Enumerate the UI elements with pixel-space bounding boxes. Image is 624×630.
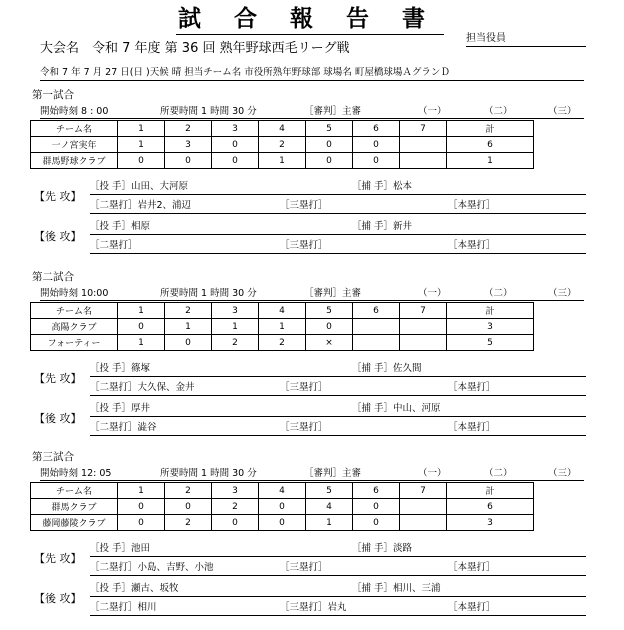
column-header: 7: [400, 483, 447, 499]
column-header: 計: [447, 121, 534, 137]
catcher-record: ［捕 手］中山、河原: [352, 403, 441, 414]
total-score-cell: 3: [447, 515, 534, 531]
scoreboard-table: [30, 120, 534, 169]
triple-record: ［三塁打］: [280, 382, 328, 393]
umpire-underline: [40, 480, 584, 481]
inning-score-cell: [400, 335, 447, 351]
record-underline: [90, 556, 586, 557]
start-time: 開始時刻 12: 05: [40, 468, 112, 479]
inning-score-cell: 0: [118, 153, 165, 169]
homerun-record: ［本塁打］: [448, 382, 496, 393]
batting-second-label: 【後 攻】: [34, 412, 82, 425]
inning-score-cell: [400, 319, 447, 335]
umpire-second: （二）: [484, 106, 513, 117]
column-header: 7: [400, 303, 447, 319]
inning-score-cell: [400, 499, 447, 515]
scoreboard-table: [30, 302, 534, 351]
batting-second-label: 【後 攻】: [34, 230, 82, 243]
catcher-record: ［捕 手］佐久間: [352, 363, 422, 374]
inning-score-cell: 0: [353, 499, 400, 515]
inning-score-cell: 2: [165, 515, 212, 531]
inning-score-cell: 0: [353, 515, 400, 531]
inning-score-cell: 0: [306, 153, 353, 169]
start-time: 開始時刻 10:00: [40, 288, 109, 299]
column-header: 計: [447, 483, 534, 499]
triple-record: ［三塁打］: [280, 200, 328, 211]
inning-score-cell: 0: [118, 499, 165, 515]
column-header: 5: [306, 483, 353, 499]
title-underline: [176, 34, 444, 35]
total-score-cell: 6: [447, 137, 534, 153]
inning-score-cell: [400, 137, 447, 153]
inning-score-cell: 0: [165, 335, 212, 351]
inning-score-cell: 2: [212, 335, 259, 351]
umpire-second: （二）: [484, 468, 513, 479]
double-record: ［二塁打］大久保、金井: [90, 382, 195, 393]
inning-score-cell: 0: [212, 153, 259, 169]
record-underline: [90, 575, 586, 576]
column-header: 3: [212, 121, 259, 137]
team-name-cell: 群馬野球クラブ: [31, 153, 118, 169]
inning-score-cell: 3: [165, 137, 212, 153]
column-header: 2: [165, 303, 212, 319]
umpire-third: （三）: [548, 106, 577, 117]
umpire-third: （三）: [548, 468, 577, 479]
inning-score-cell: 4: [306, 499, 353, 515]
triple-record: ［三塁打］: [280, 422, 328, 433]
umpire-second: （二）: [484, 288, 513, 299]
inning-score-cell: 0: [353, 153, 400, 169]
table-row: [31, 335, 534, 351]
pitcher-record: ［投 手］篠塚: [90, 363, 151, 374]
table-row: [31, 137, 534, 153]
inning-score-cell: 0: [118, 319, 165, 335]
scoreboard-header-row: [31, 121, 534, 137]
record-underline: [90, 395, 586, 396]
column-header: 2: [165, 483, 212, 499]
pitcher-record: ［投 手］相原: [90, 221, 151, 232]
inning-score-cell: 0: [259, 499, 306, 515]
inning-score-cell: 0: [165, 153, 212, 169]
inning-score-cell: [353, 319, 400, 335]
team-name-cell: 高陽クラブ: [31, 319, 118, 335]
homerun-record: ［本塁打］: [448, 200, 496, 211]
record-underline: [90, 253, 586, 254]
column-header: チーム名: [31, 483, 118, 499]
scoreboard-header-row: [31, 303, 534, 319]
inning-score-cell: 2: [212, 499, 259, 515]
inning-score-cell: 0: [118, 515, 165, 531]
inning-score-cell: 0: [259, 515, 306, 531]
info-underline: [40, 80, 584, 81]
umpire-underline: [40, 118, 584, 119]
total-score-cell: 6: [447, 499, 534, 515]
start-time: 開始時刻 8 : 00: [40, 106, 109, 117]
batting-first-label: 【先 攻】: [34, 372, 82, 385]
double-record: ［二塁打］: [90, 240, 138, 251]
pitcher-record: ［投 手］池田: [90, 543, 151, 554]
triple-record: ［三塁打］: [280, 562, 328, 573]
catcher-record: ［捕 手］淡路: [352, 543, 413, 554]
column-header: 2: [165, 121, 212, 137]
umpire-first: （一）: [418, 106, 447, 117]
inning-score-cell: 1: [259, 319, 306, 335]
column-header: 6: [353, 303, 400, 319]
total-score-cell: 1: [447, 153, 534, 169]
duration: 所要時間 1 時間 30 分: [160, 106, 257, 117]
total-score-cell: 3: [447, 319, 534, 335]
duration: 所要時間 1 時間 30 分: [160, 468, 257, 479]
scoreboard-table: [30, 482, 534, 531]
inning-score-cell: 1: [306, 515, 353, 531]
record-underline: [90, 234, 586, 235]
game-title: 第二試合: [32, 271, 74, 283]
umpire-label: ［審判］主審: [304, 106, 362, 117]
inning-score-cell: 0: [353, 137, 400, 153]
catcher-record: ［捕 手］新井: [352, 221, 413, 232]
team-name-cell: 一ノ宮実年: [31, 137, 118, 153]
column-header: 5: [306, 121, 353, 137]
double-record: ［二塁打］小島、吉野、小池: [90, 562, 214, 573]
record-underline: [90, 615, 586, 616]
inning-score-cell: [400, 153, 447, 169]
record-underline: [90, 194, 586, 195]
pitcher-record: ［投 手］山田、大河原: [90, 181, 189, 192]
batting-first-label: 【先 攻】: [34, 552, 82, 565]
column-header: 7: [400, 121, 447, 137]
record-underline: [90, 435, 586, 436]
team-name-cell: 群馬クラブ: [31, 499, 118, 515]
column-header: チーム名: [31, 303, 118, 319]
record-underline: [90, 213, 586, 214]
inning-score-cell: 0: [212, 515, 259, 531]
inning-score-cell: 1: [118, 335, 165, 351]
inning-score-cell: 1: [212, 319, 259, 335]
column-header: 3: [212, 483, 259, 499]
column-header: 1: [118, 121, 165, 137]
inning-score-cell: 0: [165, 499, 212, 515]
homerun-record: ［本塁打］: [448, 422, 496, 433]
table-row: [31, 515, 534, 531]
team-name-cell: フォーティー: [31, 335, 118, 351]
inning-score-cell: 2: [259, 335, 306, 351]
table-row: [31, 319, 534, 335]
pitcher-record: ［投 手］厚井: [90, 403, 151, 414]
report-title: 試合報告書: [178, 6, 458, 32]
column-header: 6: [353, 483, 400, 499]
column-header: 4: [259, 303, 306, 319]
inning-score-cell: 0: [306, 319, 353, 335]
umpire-first: （一）: [418, 288, 447, 299]
column-header: 4: [259, 483, 306, 499]
umpire-first: （一）: [418, 468, 447, 479]
umpire-third: （三）: [548, 288, 577, 299]
umpire-underline: [40, 300, 584, 301]
column-header: 4: [259, 121, 306, 137]
tournament-name: 大会名 令和 7 年度 第 36 回 熟年野球西毛リーグ戦: [40, 41, 350, 56]
homerun-record: ［本塁打］: [448, 240, 496, 251]
column-header: 6: [353, 121, 400, 137]
batting-second-label: 【後 攻】: [34, 592, 82, 605]
column-header: 5: [306, 303, 353, 319]
column-header: チーム名: [31, 121, 118, 137]
duration: 所要時間 1 時間 30 分: [160, 288, 257, 299]
column-header: 1: [118, 303, 165, 319]
inning-score-cell: [353, 335, 400, 351]
umpire-label: ［審判］主審: [304, 288, 362, 299]
inning-score-cell: [400, 515, 447, 531]
umpire-label: ［審判］主審: [304, 468, 362, 479]
total-score-cell: 5: [447, 335, 534, 351]
batting-first-label: 【先 攻】: [34, 190, 82, 203]
column-header: 計: [447, 303, 534, 319]
inning-score-cell: 1: [118, 137, 165, 153]
triple-record: ［三塁打］岩丸: [280, 602, 347, 613]
team-name-cell: 藤岡藤陵クラブ: [31, 515, 118, 531]
inning-score-cell: 1: [259, 153, 306, 169]
record-underline: [90, 376, 586, 377]
inning-score-cell: ×: [306, 335, 353, 351]
inning-score-cell: 1: [165, 319, 212, 335]
match-info: 令和 7 年 7 月 27 日(日 )天候 晴 担当チーム名 市役所熟年野球部 球場名 町屋橋球場ＡグランＤ: [40, 67, 450, 78]
inning-score-cell: 0: [212, 137, 259, 153]
catcher-record: ［捕 手］相川、三浦: [352, 583, 441, 594]
scoreboard-header-row: [31, 483, 534, 499]
column-header: 3: [212, 303, 259, 319]
double-record: ［二塁打］澁谷: [90, 422, 157, 433]
record-underline: [90, 596, 586, 597]
homerun-record: ［本塁打］: [448, 602, 496, 613]
officer-line: [466, 46, 586, 47]
game-title: 第一試合: [32, 89, 74, 101]
inning-score-cell: 0: [306, 137, 353, 153]
double-record: ［二塁打］岩井2、浦辺: [90, 200, 192, 211]
triple-record: ［三塁打］: [280, 240, 328, 251]
officer-label: 担当役員: [466, 33, 506, 44]
pitcher-record: ［投 手］瀬古、坂牧: [90, 583, 179, 594]
record-underline: [90, 416, 586, 417]
homerun-record: ［本塁打］: [448, 562, 496, 573]
game-title: 第三試合: [32, 451, 74, 463]
double-record: ［二塁打］相川: [90, 602, 157, 613]
table-row: [31, 153, 534, 169]
inning-score-cell: 2: [259, 137, 306, 153]
column-header: 1: [118, 483, 165, 499]
table-row: [31, 499, 534, 515]
catcher-record: ［捕 手］松本: [352, 181, 413, 192]
